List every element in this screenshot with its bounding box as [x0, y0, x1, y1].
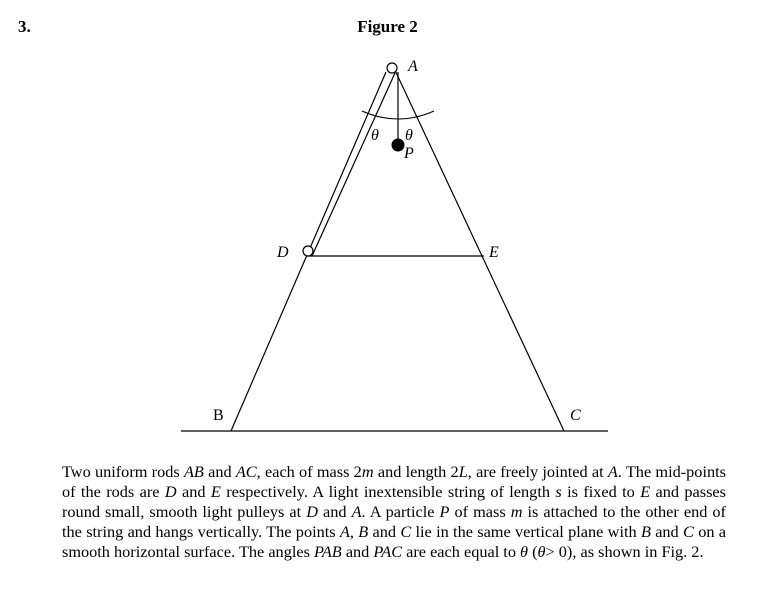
text-run: , each of mass 2: [256, 462, 362, 481]
question-text: [62, 462, 726, 562]
text-run: Two uniform rods: [62, 462, 184, 481]
text-run: is fixed to: [561, 482, 641, 501]
math-symbol: E: [640, 482, 651, 501]
text-run: on a smooth horizontal surface. The angles: [62, 522, 727, 561]
text-run: and: [176, 482, 211, 501]
text-run: . A particle: [361, 502, 440, 521]
pulley-a: [387, 63, 397, 73]
question-number: 3.: [18, 17, 31, 36]
math-symbol: A: [607, 462, 618, 481]
math-symbol: C: [683, 522, 694, 541]
label-d: D: [277, 244, 289, 261]
text-run: is attached to the other end of the string and hangs vertically. The points: [62, 502, 726, 541]
label-theta-right: θ: [405, 127, 413, 144]
text-run: and: [203, 462, 236, 481]
text-run: > 0), as shown in Fig. 2.: [545, 542, 704, 561]
text-run: (: [528, 542, 538, 561]
math-symbol: PAB: [314, 542, 342, 561]
text-run: are each equal to: [402, 542, 521, 561]
math-symbol: s: [555, 482, 562, 501]
label-b: B: [213, 407, 224, 424]
math-symbol: B: [358, 522, 369, 541]
math-symbol: P: [439, 502, 450, 521]
math-symbol: E: [210, 482, 221, 501]
math-symbol: m: [510, 502, 523, 521]
text-run: lie in the same vertical plane with: [411, 522, 641, 541]
math-symbol: AB: [183, 462, 204, 481]
math-symbol: B: [640, 522, 651, 541]
text-run: and: [650, 522, 684, 541]
label-p: P: [404, 145, 414, 162]
text-run: respectively. A light inextensible string of length: [220, 482, 556, 501]
label-e: E: [489, 244, 499, 261]
text-run: and length 2: [373, 462, 459, 481]
text-run: and: [341, 542, 374, 561]
math-symbol: A: [339, 522, 350, 541]
math-symbol: D: [164, 482, 177, 501]
math-symbol: D: [306, 502, 318, 521]
figure-title: Figure 2: [357, 17, 418, 36]
math-symbol: AC: [235, 462, 257, 481]
text-run: and: [368, 522, 401, 541]
label-theta-left: θ: [371, 127, 379, 144]
math-symbol: θ: [537, 542, 546, 561]
text-run: of mass: [449, 502, 511, 521]
text-run: . The mid-points of the rods are: [62, 462, 726, 501]
rod-ac: [393, 66, 564, 431]
text-run: and: [317, 502, 352, 521]
particle-p: [392, 139, 405, 152]
math-symbol: PAC: [373, 542, 403, 561]
math-symbol: C: [400, 522, 412, 541]
math-symbol: m: [361, 462, 374, 481]
text-run: and passes round small, smooth light pulleys at: [62, 482, 726, 521]
math-symbol: θ: [520, 542, 529, 561]
label-a: A: [408, 58, 418, 75]
pulley-d: [303, 246, 313, 256]
math-symbol: L: [458, 462, 468, 481]
text-run: ,: [349, 522, 359, 541]
math-symbol: A: [351, 502, 362, 521]
text-run: , are freely jointed at: [467, 462, 608, 481]
label-c: C: [570, 407, 581, 424]
rod-ab-upper-edge: [312, 73, 395, 256]
